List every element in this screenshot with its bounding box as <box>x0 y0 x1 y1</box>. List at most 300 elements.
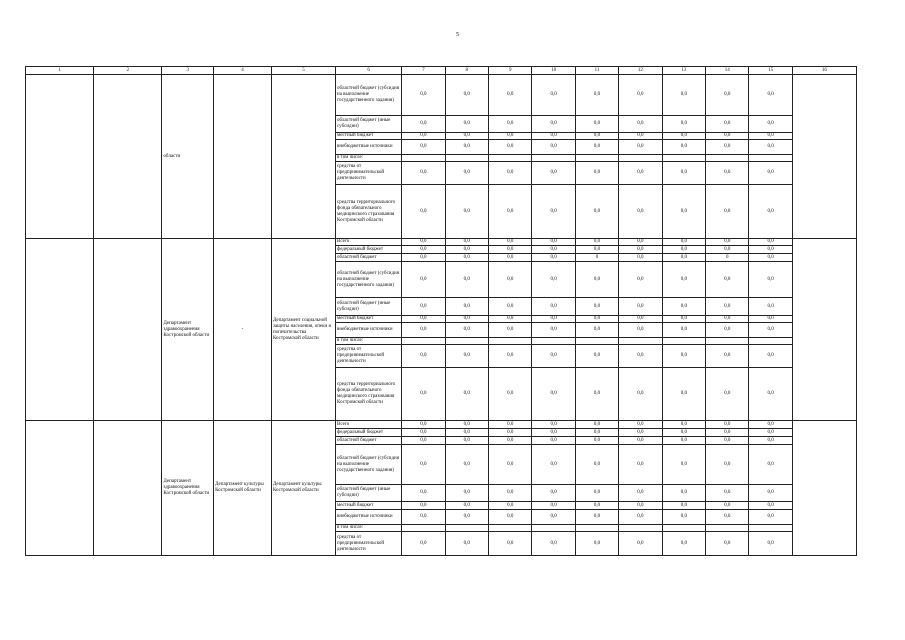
value-cell: 0,0 <box>749 485 792 502</box>
value-cell: 0,0 <box>706 298 749 316</box>
value-cell <box>402 525 445 532</box>
value-cell: 0,0 <box>706 75 749 116</box>
funding-source: областной бюджет (субсидия на выполнение государственного задания) <box>336 262 402 298</box>
value-cell: 0,0 <box>749 421 792 429</box>
value-cell: 0,0 <box>662 298 705 316</box>
funding-source: Всего <box>336 239 402 246</box>
funding-source: местный бюджет <box>336 316 402 323</box>
value-cell: 0,0 <box>575 239 618 246</box>
value-cell: 0,0 <box>662 445 705 485</box>
value-cell: 0,0 <box>402 298 445 316</box>
value-cell: 0,0 <box>619 532 662 556</box>
value-cell: 0,0 <box>445 246 488 254</box>
value-cell: 0,0 <box>706 502 749 510</box>
value-cell: 0,0 <box>488 502 531 510</box>
value-cell: 0,0 <box>706 162 749 185</box>
value-cell: 0,0 <box>532 502 575 510</box>
value-cell: 0,0 <box>619 429 662 437</box>
value-cell: 0,0 <box>619 75 662 116</box>
header-cell: 3 <box>162 67 214 75</box>
value-cell: 0,0 <box>402 502 445 510</box>
value-cell: 0,0 <box>402 437 445 445</box>
funding-source: внебюджетные источники <box>336 323 402 338</box>
value-cell: 0,0 <box>749 254 792 262</box>
value-cell: 0,0 <box>488 75 531 116</box>
responsible-executor: Департамент здравоохранения Костромской области <box>162 421 214 556</box>
value-cell: 0,0 <box>749 316 792 323</box>
value-cell: 0,0 <box>402 185 445 239</box>
value-cell: 0,0 <box>619 133 662 140</box>
value-cell: 0,0 <box>619 246 662 254</box>
value-cell <box>402 338 445 345</box>
funding-source: средства от предпринимательской деятельности <box>336 532 402 556</box>
value-cell: 0,0 <box>619 485 662 502</box>
value-cell: 0,0 <box>532 485 575 502</box>
value-cell: 0,0 <box>662 345 705 368</box>
value-cell: 0,0 <box>488 246 531 254</box>
value-cell <box>619 155 662 162</box>
value-cell: 0,0 <box>445 116 488 133</box>
coexecutor-1 <box>214 75 272 239</box>
value-cell: 0,0 <box>662 162 705 185</box>
value-cell: 0,0 <box>706 429 749 437</box>
value-cell <box>749 155 792 162</box>
value-cell: 0,0 <box>402 116 445 133</box>
value-cell: 0,0 <box>445 316 488 323</box>
value-cell <box>619 525 662 532</box>
col2-cell <box>94 421 162 556</box>
value-cell: 0,0 <box>488 262 531 298</box>
value-cell: 0,0 <box>749 116 792 133</box>
value-cell: 0,0 <box>619 345 662 368</box>
value-cell: 0,0 <box>619 445 662 485</box>
value-cell: 0,0 <box>488 445 531 485</box>
value-cell: 0,0 <box>488 532 531 556</box>
value-cell: 0,0 <box>488 185 531 239</box>
funding-source: средства территориального фонда обязательного медицинского страхования Костромской области <box>336 368 402 421</box>
table-row <box>26 421 857 429</box>
value-cell: 0,0 <box>575 298 618 316</box>
value-cell: 0,0 <box>445 323 488 338</box>
value-cell <box>488 155 531 162</box>
value-cell <box>488 338 531 345</box>
value-cell: 0,0 <box>619 421 662 429</box>
value-cell: 0,0 <box>706 532 749 556</box>
value-cell <box>445 155 488 162</box>
col1-cell <box>26 239 94 421</box>
value-cell: 0,0 <box>532 532 575 556</box>
value-cell: 0,0 <box>706 437 749 445</box>
header-cell: 6 <box>336 67 402 75</box>
value-cell: 0,0 <box>706 140 749 155</box>
value-cell: 0,0 <box>488 162 531 185</box>
header-cell: 8 <box>445 67 488 75</box>
funding-source: средства от предпринимательской деятельности <box>336 345 402 368</box>
coexecutor-2: Департамент культуры Костромской области <box>271 421 335 556</box>
value-cell: 0,0 <box>402 368 445 421</box>
value-cell: 0,0 <box>532 116 575 133</box>
value-cell: 0,0 <box>619 323 662 338</box>
value-cell: 0,0 <box>445 485 488 502</box>
value-cell: 0,0 <box>662 75 705 116</box>
note-cell <box>792 421 856 556</box>
value-cell: 0,0 <box>402 75 445 116</box>
value-cell <box>445 525 488 532</box>
value-cell: 0,0 <box>706 316 749 323</box>
value-cell: 0,0 <box>445 254 488 262</box>
value-cell <box>662 525 705 532</box>
value-cell: 0,0 <box>662 246 705 254</box>
value-cell: 0,0 <box>445 502 488 510</box>
value-cell <box>662 338 705 345</box>
value-cell: 0,0 <box>532 133 575 140</box>
value-cell: 0,0 <box>706 323 749 338</box>
value-cell: 0,0 <box>706 445 749 485</box>
value-cell: 0,0 <box>662 502 705 510</box>
value-cell: 0,0 <box>749 502 792 510</box>
value-cell: 0,0 <box>445 239 488 246</box>
value-cell: 0,0 <box>662 368 705 421</box>
value-cell: 0,0 <box>749 445 792 485</box>
value-cell: 0,0 <box>706 239 749 246</box>
value-cell <box>706 525 749 532</box>
value-cell: 0,0 <box>532 75 575 116</box>
value-cell: 0,0 <box>575 502 618 510</box>
value-cell: 0,0 <box>532 239 575 246</box>
value-cell: 0,0 <box>619 116 662 133</box>
budget-table <box>25 66 857 556</box>
value-cell: 0,0 <box>532 262 575 298</box>
value-cell: 0,0 <box>575 185 618 239</box>
funding-source: областной бюджет <box>336 254 402 262</box>
value-cell: 0,0 <box>575 421 618 429</box>
value-cell: 0,0 <box>532 510 575 525</box>
funding-source: внебюджетные источники <box>336 510 402 525</box>
value-cell: 0,0 <box>488 421 531 429</box>
value-cell: 0,0 <box>575 429 618 437</box>
value-cell: 0,0 <box>749 429 792 437</box>
value-cell: 0,0 <box>445 368 488 421</box>
value-cell <box>575 525 618 532</box>
value-cell: 0,0 <box>619 239 662 246</box>
funding-source: средства от предпринимательской деятельности <box>336 162 402 185</box>
funding-source: федеральный бюджет <box>336 429 402 437</box>
table-row <box>26 75 857 116</box>
funding-source: внебюджетные источники <box>336 140 402 155</box>
value-cell: 0,0 <box>619 510 662 525</box>
value-cell: 0,0 <box>575 532 618 556</box>
value-cell: 0,0 <box>749 246 792 254</box>
value-cell: 0,0 <box>488 140 531 155</box>
funding-source: областной бюджет <box>336 437 402 445</box>
header-cell: 13 <box>662 67 705 75</box>
value-cell: 0,0 <box>662 140 705 155</box>
value-cell: 0 <box>575 254 618 262</box>
value-cell: 0,0 <box>402 445 445 485</box>
value-cell: 0,0 <box>445 429 488 437</box>
value-cell: 0,0 <box>402 133 445 140</box>
value-cell <box>532 525 575 532</box>
value-cell: 0,0 <box>445 262 488 298</box>
note-cell <box>792 75 856 239</box>
value-cell: 0,0 <box>749 345 792 368</box>
value-cell: 0,0 <box>662 133 705 140</box>
value-cell: 0,0 <box>706 246 749 254</box>
header-cell: 2 <box>94 67 162 75</box>
value-cell: 0,0 <box>575 133 618 140</box>
value-cell: 0,0 <box>445 133 488 140</box>
value-cell: 0,0 <box>532 185 575 239</box>
value-cell <box>706 155 749 162</box>
value-cell: 0,0 <box>662 254 705 262</box>
value-cell: 0,0 <box>402 485 445 502</box>
funding-source: в том числе: <box>336 338 402 345</box>
value-cell: 0,0 <box>749 323 792 338</box>
coexecutor-1: Департамент культуры Костромской области <box>214 421 272 556</box>
value-cell: 0,0 <box>706 116 749 133</box>
value-cell: 0,0 <box>532 368 575 421</box>
value-cell: 0,0 <box>402 532 445 556</box>
value-cell: 0,0 <box>749 140 792 155</box>
value-cell: 0,0 <box>488 316 531 323</box>
value-cell: 0,0 <box>532 345 575 368</box>
value-cell: 0,0 <box>445 421 488 429</box>
value-cell: 0,0 <box>532 316 575 323</box>
header-cell: 7 <box>402 67 445 75</box>
value-cell: 0,0 <box>749 75 792 116</box>
value-cell: 0,0 <box>662 421 705 429</box>
coexecutor-1: - <box>214 239 272 421</box>
responsible-executor: Департамент здравоохранения Костромской области <box>162 239 214 421</box>
value-cell: 0,0 <box>532 445 575 485</box>
header-cell: 15 <box>749 67 792 75</box>
value-cell: 0,0 <box>619 316 662 323</box>
value-cell: 0,0 <box>575 445 618 485</box>
header-cell: 12 <box>619 67 662 75</box>
value-cell: 0,0 <box>445 298 488 316</box>
value-cell: 0,0 <box>662 437 705 445</box>
value-cell: 0,0 <box>488 510 531 525</box>
value-cell <box>532 155 575 162</box>
value-cell: 0,0 <box>575 316 618 323</box>
value-cell: 0,0 <box>619 254 662 262</box>
funding-source: местный бюджет <box>336 133 402 140</box>
header-cell: 16 <box>792 67 856 75</box>
funding-source: областной бюджет (субсидия на выполнение государственного задания) <box>336 445 402 485</box>
value-cell: 0,0 <box>749 510 792 525</box>
value-cell: 0,0 <box>662 239 705 246</box>
value-cell: 0,0 <box>402 246 445 254</box>
value-cell: 0,0 <box>402 429 445 437</box>
value-cell: 0,0 <box>488 345 531 368</box>
value-cell: 0,0 <box>575 368 618 421</box>
value-cell <box>488 525 531 532</box>
value-cell <box>662 155 705 162</box>
value-cell: 0,0 <box>445 445 488 485</box>
value-cell: 0,0 <box>488 116 531 133</box>
value-cell <box>445 338 488 345</box>
value-cell: 0,0 <box>749 239 792 246</box>
value-cell <box>402 155 445 162</box>
value-cell: 0,0 <box>445 437 488 445</box>
value-cell: 0,0 <box>575 116 618 133</box>
col1-cell <box>26 421 94 556</box>
value-cell: 0,0 <box>488 298 531 316</box>
value-cell: 0,0 <box>749 368 792 421</box>
value-cell <box>749 338 792 345</box>
value-cell: 0,0 <box>488 437 531 445</box>
value-cell: 0,0 <box>662 429 705 437</box>
value-cell: 0,0 <box>619 185 662 239</box>
value-cell: 0,0 <box>532 162 575 185</box>
header-cell: 9 <box>488 67 531 75</box>
value-cell <box>706 338 749 345</box>
value-cell: 0,0 <box>619 368 662 421</box>
header-cell: 1 <box>26 67 94 75</box>
value-cell: 0,0 <box>532 421 575 429</box>
value-cell: 0,0 <box>402 421 445 429</box>
value-cell: 0,0 <box>706 345 749 368</box>
value-cell: 0,0 <box>575 262 618 298</box>
value-cell: 0,0 <box>532 323 575 338</box>
header-row <box>26 67 857 75</box>
value-cell: 0,0 <box>619 140 662 155</box>
value-cell <box>575 155 618 162</box>
header-cell: 14 <box>706 67 749 75</box>
value-cell: 0,0 <box>575 345 618 368</box>
value-cell: 0,0 <box>662 262 705 298</box>
value-cell: 0,0 <box>575 162 618 185</box>
value-cell: 0,0 <box>445 162 488 185</box>
value-cell: 0,0 <box>402 323 445 338</box>
value-cell: 0,0 <box>532 298 575 316</box>
value-cell: 0,0 <box>749 298 792 316</box>
value-cell: 0,0 <box>445 532 488 556</box>
value-cell: 0,0 <box>402 262 445 298</box>
value-cell: 0,0 <box>402 239 445 246</box>
value-cell: 0,0 <box>706 368 749 421</box>
value-cell: 0,0 <box>402 345 445 368</box>
funding-source: федеральный бюджет <box>336 246 402 254</box>
value-cell: 0,0 <box>749 262 792 298</box>
value-cell: 0,0 <box>445 75 488 116</box>
value-cell: 0,0 <box>532 140 575 155</box>
value-cell: 0,0 <box>662 323 705 338</box>
value-cell: 0,0 <box>662 185 705 239</box>
funding-source: средства территориального фонда обязательного медицинского страхования Костромской области <box>336 185 402 239</box>
coexecutor-2: Департамент социальной защиты населения, опеки и попечительства Костромской области <box>271 239 335 421</box>
col1-cell <box>26 75 94 239</box>
value-cell: 0,0 <box>575 437 618 445</box>
value-cell: 0,0 <box>445 510 488 525</box>
value-cell: 0,0 <box>532 246 575 254</box>
page-number: 5 <box>456 32 459 38</box>
funding-source: местный бюджет <box>336 502 402 510</box>
value-cell: 0,0 <box>402 254 445 262</box>
value-cell: 0,0 <box>445 140 488 155</box>
header-cell: 4 <box>214 67 272 75</box>
value-cell: 0,0 <box>532 437 575 445</box>
header-cell: 10 <box>532 67 575 75</box>
value-cell: 0,0 <box>662 532 705 556</box>
value-cell: 0,0 <box>532 254 575 262</box>
value-cell: 0,0 <box>445 345 488 368</box>
value-cell: 0,0 <box>575 323 618 338</box>
value-cell: 0,0 <box>575 75 618 116</box>
value-cell: 0,0 <box>402 510 445 525</box>
value-cell: 0,0 <box>402 316 445 323</box>
value-cell <box>619 338 662 345</box>
value-cell: 0,0 <box>706 262 749 298</box>
value-cell: 0,0 <box>619 162 662 185</box>
value-cell: 0,0 <box>619 502 662 510</box>
value-cell: 0,0 <box>575 246 618 254</box>
funding-source: областной бюджет (иные субсидии) <box>336 116 402 133</box>
coexecutor-2 <box>271 75 335 239</box>
note-cell <box>792 239 856 421</box>
table-row <box>26 239 857 246</box>
value-cell: 0,0 <box>662 116 705 133</box>
col2-cell <box>94 239 162 421</box>
value-cell: 0,0 <box>662 316 705 323</box>
value-cell <box>575 338 618 345</box>
value-cell: 0,0 <box>488 368 531 421</box>
value-cell: 0,0 <box>706 421 749 429</box>
value-cell: 0,0 <box>575 510 618 525</box>
value-cell: 0,0 <box>619 262 662 298</box>
value-cell: 0,0 <box>402 162 445 185</box>
header-cell: 11 <box>575 67 618 75</box>
value-cell: 0,0 <box>706 510 749 525</box>
value-cell <box>532 338 575 345</box>
value-cell: 0,0 <box>706 185 749 239</box>
funding-source: в том числе: <box>336 155 402 162</box>
value-cell: 0,0 <box>402 140 445 155</box>
responsible-executor: области <box>162 75 214 239</box>
value-cell: 0,0 <box>662 485 705 502</box>
funding-source: Всего <box>336 421 402 429</box>
value-cell: 0,0 <box>532 429 575 437</box>
value-cell: 0,0 <box>749 437 792 445</box>
value-cell: 0,0 <box>662 510 705 525</box>
col2-cell <box>94 75 162 239</box>
value-cell: 0,0 <box>619 298 662 316</box>
value-cell: 0,0 <box>749 133 792 140</box>
funding-source: в том числе: <box>336 525 402 532</box>
value-cell: 0,0 <box>445 185 488 239</box>
value-cell: 0,0 <box>488 239 531 246</box>
value-cell: 0,0 <box>749 532 792 556</box>
value-cell: 0,0 <box>488 323 531 338</box>
value-cell: 0,0 <box>488 254 531 262</box>
value-cell: 0,0 <box>575 140 618 155</box>
funding-source: областной бюджет (субсидия на выполнение государственного задания) <box>336 75 402 116</box>
funding-source: областной бюджет (иные субсидии) <box>336 485 402 502</box>
value-cell: 0,0 <box>749 185 792 239</box>
value-cell: 0,0 <box>706 485 749 502</box>
value-cell: 0,0 <box>749 162 792 185</box>
value-cell: 0,0 <box>575 485 618 502</box>
value-cell: 0,0 <box>706 133 749 140</box>
value-cell: 0,0 <box>488 133 531 140</box>
value-cell: 0,0 <box>619 437 662 445</box>
value-cell: 0 <box>706 254 749 262</box>
funding-source: областной бюджет (иные субсидии) <box>336 298 402 316</box>
value-cell: 0,0 <box>488 429 531 437</box>
value-cell <box>749 525 792 532</box>
value-cell: 0,0 <box>488 485 531 502</box>
header-cell: 5 <box>271 67 335 75</box>
